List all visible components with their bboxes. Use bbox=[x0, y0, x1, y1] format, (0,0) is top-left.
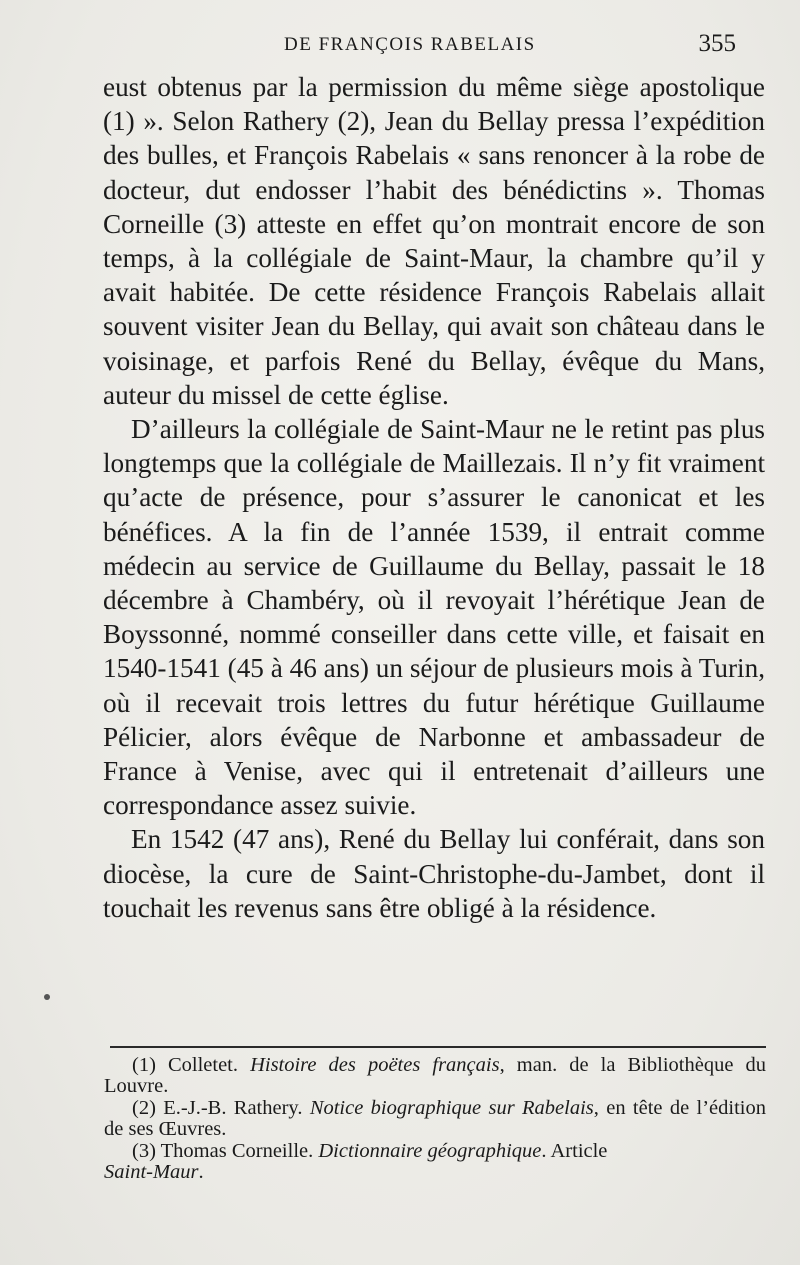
paragraph: D’ailleurs la collégiale de Saint-Maur ne le retint pas plus longtemps que la collégiale de Maillezais. Il n’y fit vraiment qu’acte de présence, pour s’assurer le canonicat et les bénéfices. A la fin de l’année 1539, il entrait comme médecin au service de Guillaume du Bellay, passait le 18 décembre à Chambéry, où il revoyait l’hérétique Jean de Boyssonné, nommé conseiller dans cette ville, et faisait en 1540-1541 (45 à 46 ans) un séjour de plusieurs mois à Turin, où il recevait trois lettres du futur hérétique Guillaume Pélicier, alors évêque de Narbonne et ambassadeur de France à Venise, avec qui il entretenait d’ailleurs une correspondance assez suivie. bbox=[103, 414, 765, 821]
footnote-text: (2) E.-J.-B. Rathery. bbox=[132, 1096, 310, 1119]
page-number: 355 bbox=[698, 30, 736, 57]
footnote-3 bbox=[104, 1141, 766, 1184]
footnotes bbox=[104, 1055, 766, 1183]
footnote-text: , en tête de l’édition de ses Œuvres. bbox=[104, 1096, 766, 1141]
page-header bbox=[0, 30, 800, 64]
footnote-title: Saint-Maur bbox=[104, 1161, 199, 1184]
footnote-title: Dictionnaire géographique bbox=[318, 1139, 542, 1162]
margin-mark bbox=[44, 994, 50, 1000]
footnote-text: (3) Thomas Corneille. bbox=[132, 1139, 319, 1162]
running-title: DE FRANÇOIS RABELAIS bbox=[284, 34, 536, 55]
paragraph: eust obtenus par la permission du même siège apostolique (1) ». Selon Rathery (2), Jean du Bellay pressa l’expédition des bulles, et François Rabelais « sans renoncer à la robe de docteur, dut endosser l’habit des bénédictins ». Thomas Corneille (3) atteste en effet qu’on montrait encore de son temps, à la collégiale de Saint-Maur, la chambre qu’il y avait habitée. De cette résidence François Rabelais allait souvent visiter Jean du Bellay, qui avait son château dans le voisinage, et parfois René du Bellay, évêque du Mans, auteur du missel de cette église. bbox=[103, 72, 765, 410]
footnote-1 bbox=[104, 1055, 766, 1098]
footnote-text: . bbox=[198, 1161, 204, 1184]
footnote-text: , man. de la Bibliothèque du Louvre. bbox=[104, 1054, 767, 1098]
footnote-text: . Article bbox=[541, 1139, 608, 1162]
footnote-2 bbox=[104, 1098, 766, 1141]
footnote-separator-rule bbox=[110, 1046, 766, 1048]
main-text bbox=[103, 70, 765, 925]
paragraph: En 1542 (47 ans), René du Bellay lui conférait, dans son diocèse, la cure de Saint-Christophe-du-Jambet, dont il touchait les revenus sans être obligé à la résidence. bbox=[103, 824, 765, 923]
footnote-title: Histoire des poëtes français bbox=[250, 1054, 500, 1076]
footnote-title: Notice biographique sur Rabelais bbox=[309, 1096, 594, 1119]
footnote-text: (1) Colletet. bbox=[132, 1054, 251, 1076]
